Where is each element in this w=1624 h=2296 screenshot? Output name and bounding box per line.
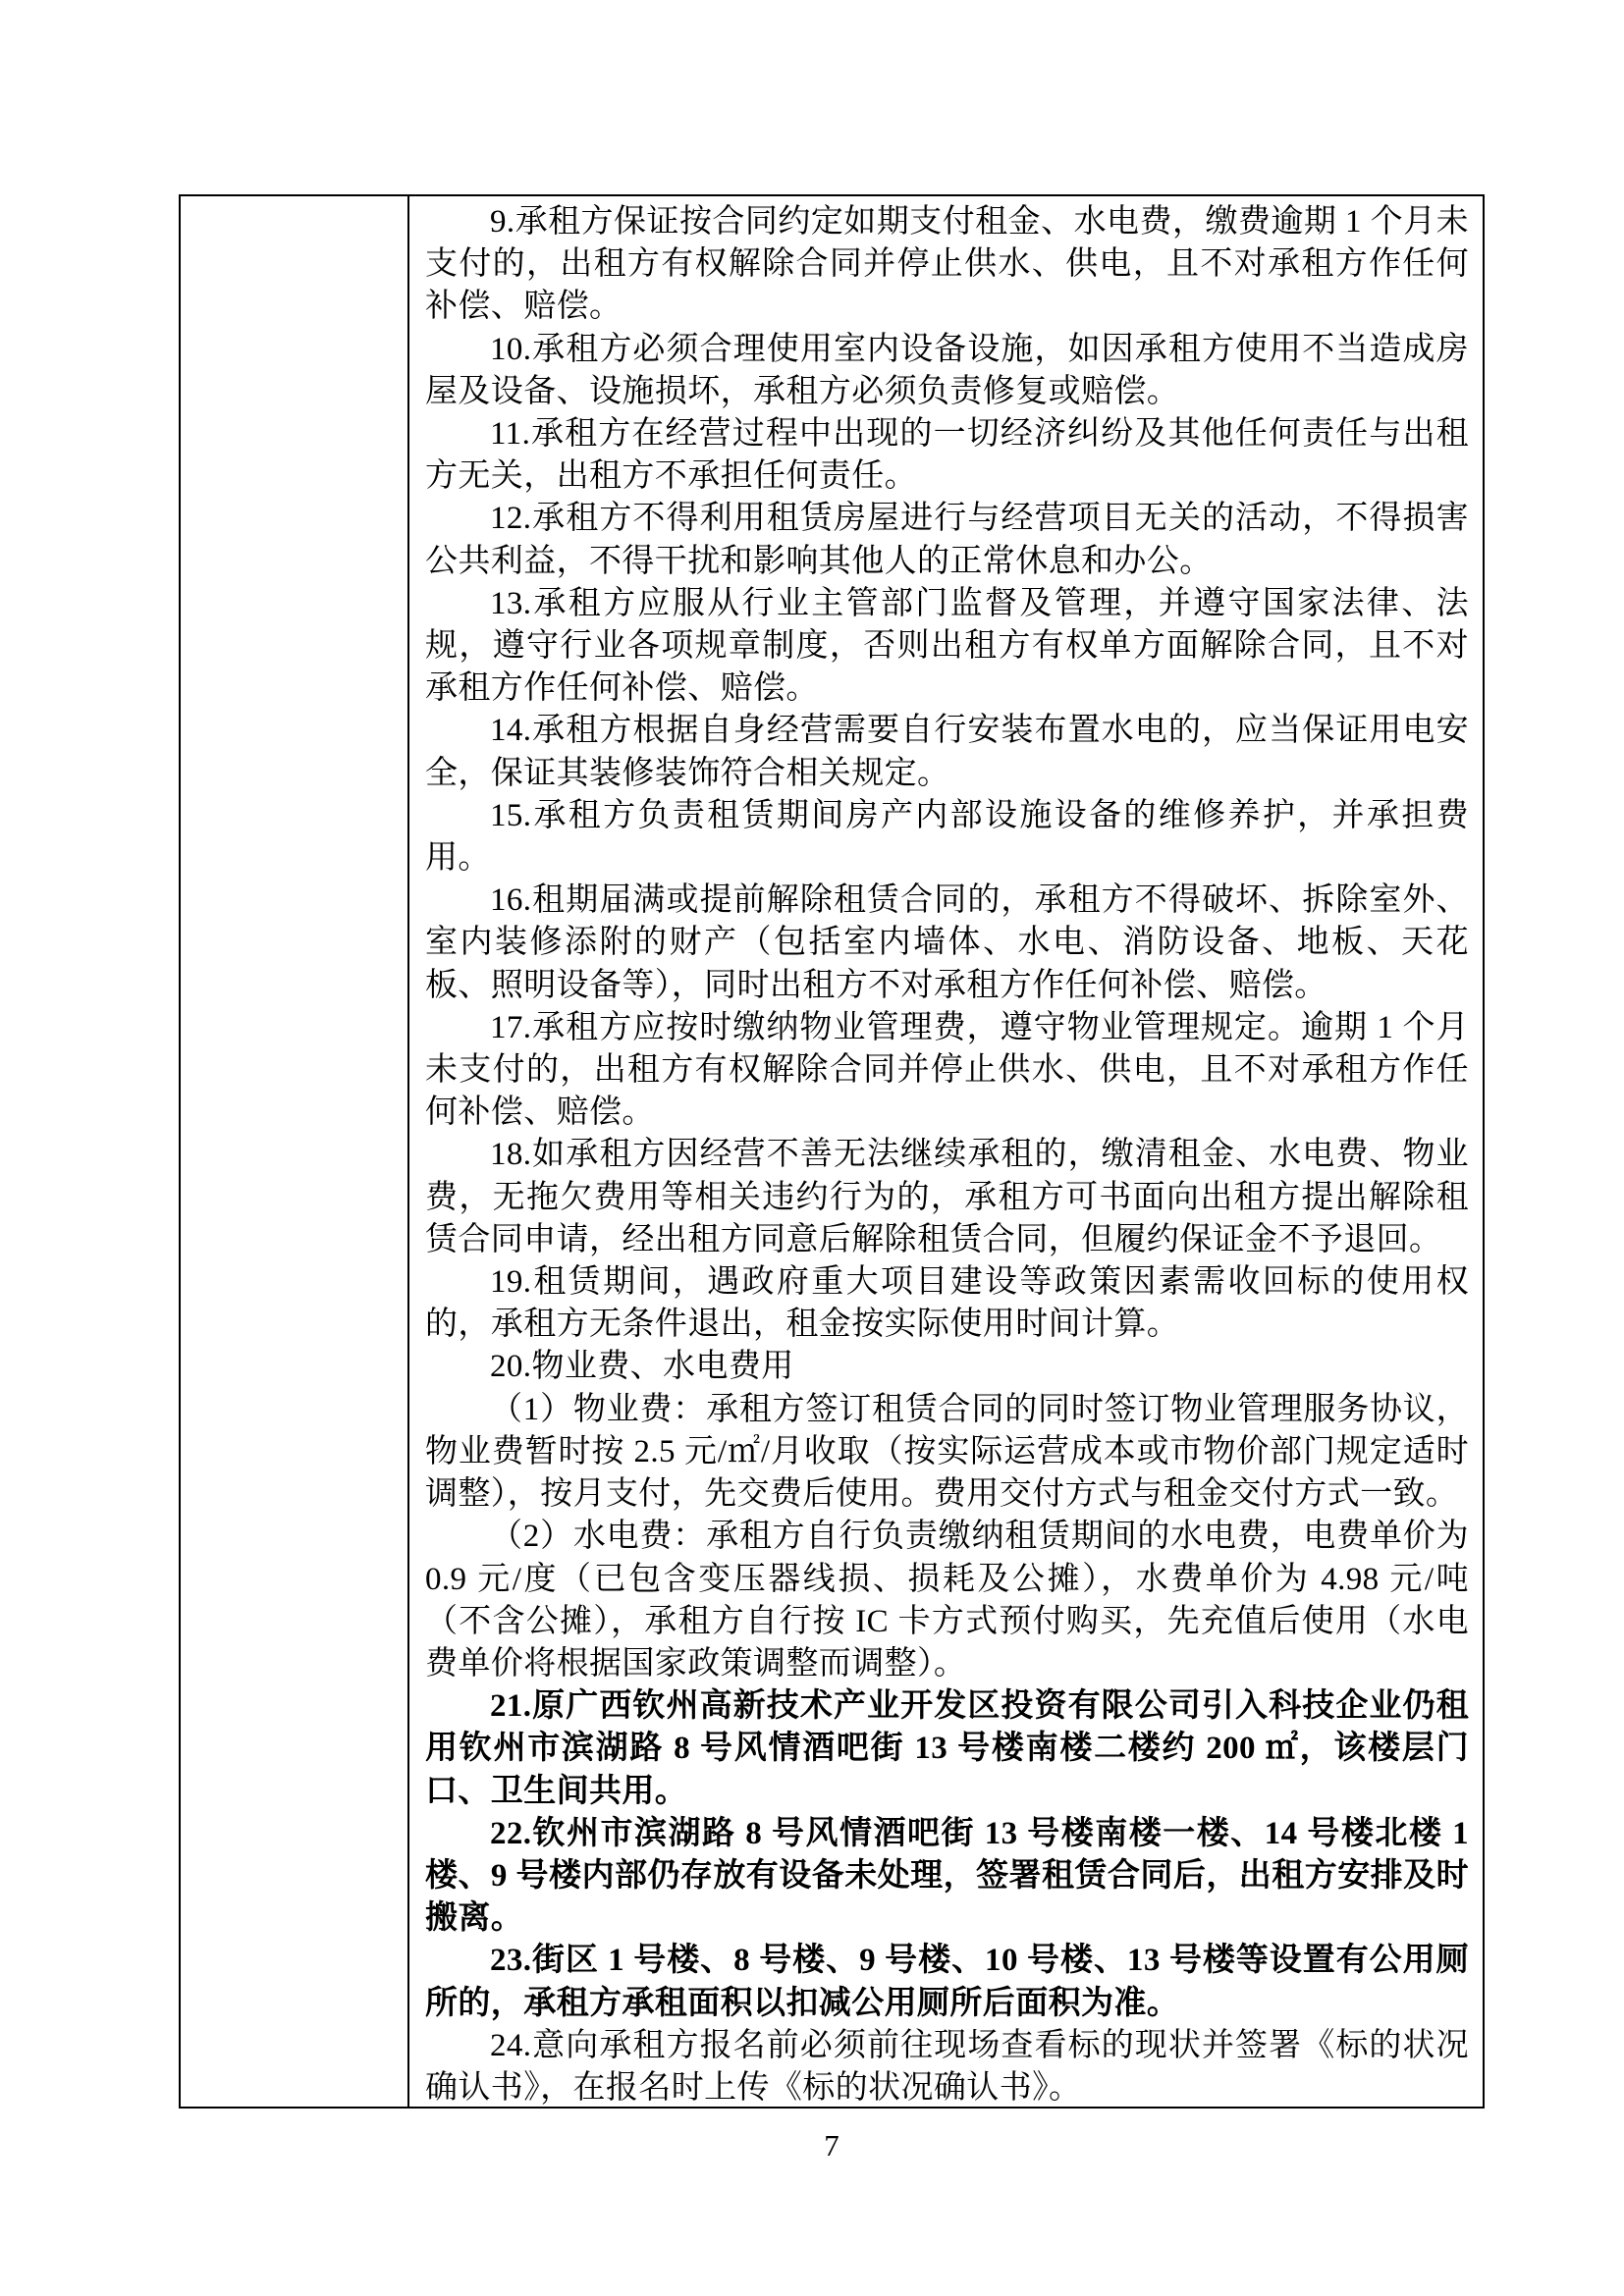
clause-paragraph: 11.承租方在经营过程中出现的一切经济纠纷及其他任何责任与出租方无关，出租方不承担任何责任。 [425, 416, 1469, 495]
contract-terms-table [179, 194, 1485, 2109]
clause-paragraph: 18.如承租方因经营不善无法继续承租的，缴清租金、水电费、物业费，无拖欠费用等相关违约行为的，承租方可书面向出租方提出解除租赁合同申请，经出租方同意后解除租赁合同，但履约保证金不予退回。 [425, 1137, 1469, 1257]
clause-paragraph: 10.承租方必须合理使用室内设备设施，如因承租方使用不当造成房屋及设备、设施损坏，承租方必须负责修复或赔偿。 [425, 331, 1469, 409]
clause-paragraph: 23.街区 1 号楼、8 号楼、9 号楼、10 号楼、13 号楼等设置有公用厕所的，承租方承租面积以扣减公用厕所后面积为准。 [425, 1943, 1469, 2021]
clause-paragraph: 12.承租方不得利用租赁房屋进行与经营项目无关的活动，不得损害公共利益，不得干扰和影响其他人的正常休息和办公。 [425, 501, 1469, 579]
clause-paragraph: 20.物业费、水电费用 [490, 1349, 794, 1385]
clause-paragraph: 16.租期届满或提前解除租赁合同的，承租方不得破坏、拆除室外、室内装修添附的财产（包括室内墙体、水电、消防设备、地板、天花板、照明设备等），同时出租方不对承租方作任何补偿、赔偿。 [425, 882, 1469, 1003]
clause-paragraph: 21.原广西钦州高新技术产业开发区投资有限公司引入科技企业仍租用钦州市滨湖路 8 号风情酒吧街 13 号楼南楼二楼约 200 ㎡，该楼层门口、卫生间共用。 [425, 1688, 1469, 1809]
page-number: 7 [824, 2128, 839, 2163]
clause-paragraph: （2）水电费：承租方自行负责缴纳租赁期间的水电费，电费单价为 0.9 元/度（已包含变压器线损、损耗及公摊），水费单价为 4.98 元/吨（不含公摊），承租方自行按 IC 卡方式预付购买，先充值后使用（水电费单价将根据国家政策调整而调整）。 [425, 1519, 1469, 1682]
clause-paragraph: 17.承租方应按时缴纳物业管理费，遵守物业管理规定。逾期 1 个月未支付的，出租方有权解除合同并停止供水、供电，且不对承租方作任何补偿、赔偿。 [425, 1009, 1469, 1131]
clause-paragraph: （1）物业费：承租方签订租赁合同的同时签订物业管理服务协议，物业费暂时按 2.5 元/㎡/月收取（按实际运营成本或市物价部门规定适时调整），按月支付，先交费后使用。费用交付方式与租金交付方式一致。 [425, 1391, 1469, 1513]
clauses-cell [409, 196, 1483, 2107]
clause-paragraph: 19.租赁期间，遇政府重大项目建设等政策因素需收回标的使用权的，承租方无条件退出，租金按实际使用时间计算。 [425, 1264, 1469, 1343]
table-row-label-cell [181, 196, 409, 2107]
clause-paragraph: 9.承租方保证按合同约定如期支付租金、水电费，缴费逾期 1 个月未支付的，出租方有权解除合同并停止供水、供电，且不对承租方作任何补偿、赔偿。 [425, 204, 1469, 325]
clause-paragraph: 15.承租方负责租赁期间房产内部设施设备的维修养护，并承担费用。 [425, 797, 1469, 877]
clause-paragraph: 13.承租方应服从行业主管部门监督及管理，并遵守国家法律、法规，遵守行业各项规章制度，否则出租方有权单方面解除合同，且不对承租方作任何补偿、赔偿。 [425, 585, 1469, 707]
clause-paragraph: 24.意向承租方报名前必须前往现场查看标的现状并签署《标的状况确认书》，在报名时上传《标的状况确认书》。 [425, 2027, 1469, 2106]
clause-paragraph: 22.钦州市滨湖路 8 号风情酒吧街 13 号楼南楼一楼、14 号楼北楼 1 楼、9 号楼内部仍存放有设备未处理，签署租赁合同后，出租方安排及时搬离。 [425, 1815, 1469, 1937]
clause-paragraph: 14.承租方根据自身经营需要自行安装布置水电的，应当保证用电安全，保证其装修装饰符合相关规定。 [425, 713, 1469, 791]
